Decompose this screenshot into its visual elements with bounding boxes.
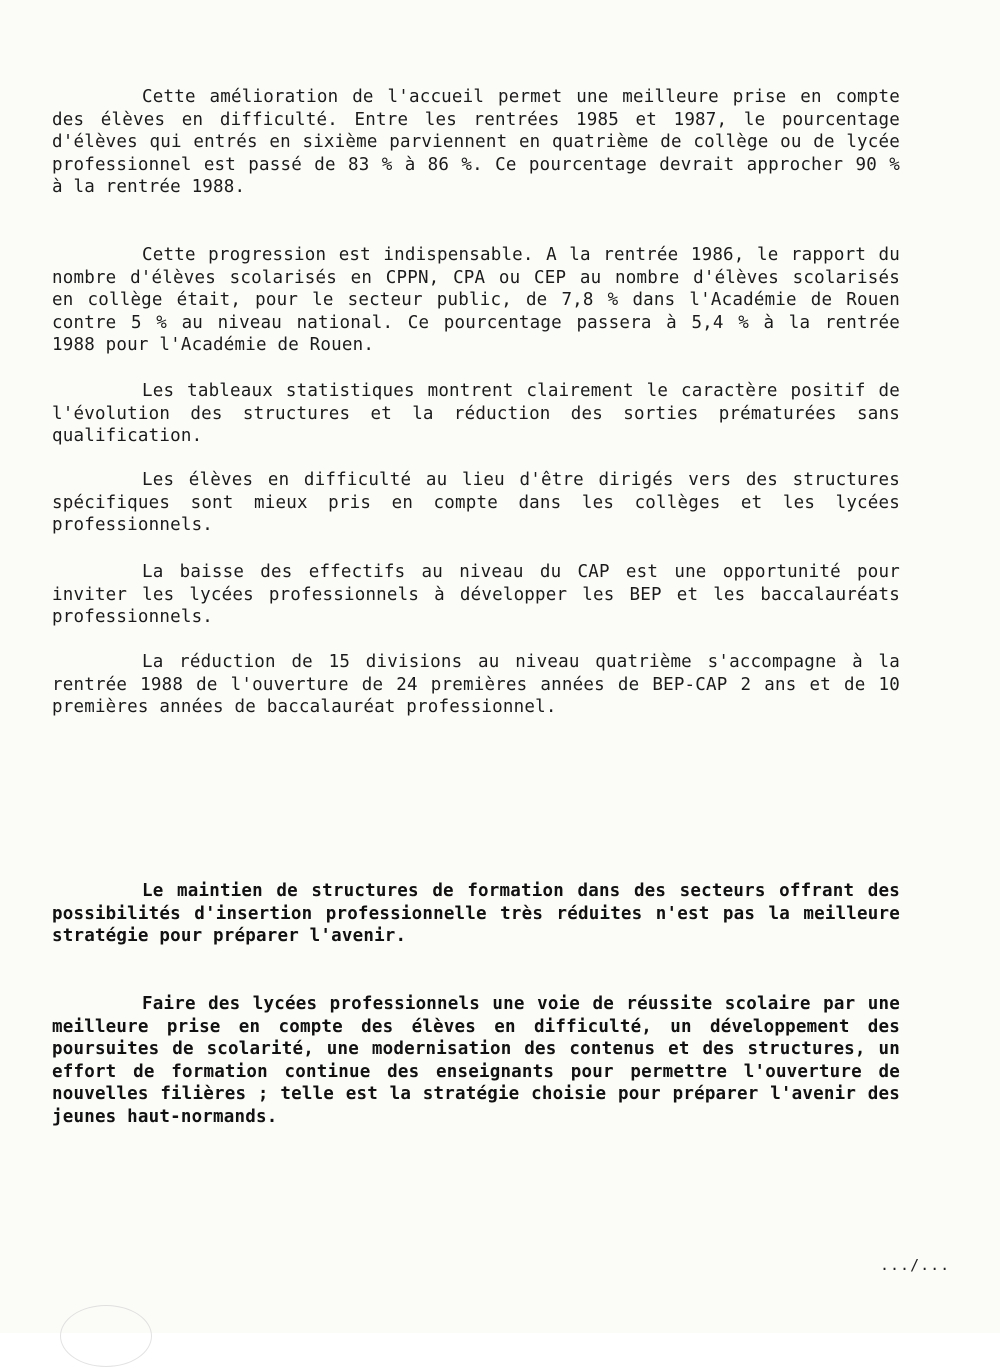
paragraph-strategie: Faire des lycées professionnels une voie de réussite scolaire par une meilleure prise en compte des élèves en difficulté, un développement des poursuites de scolarité, une modernisation des contenus et des structures, un effort de formation continue des enseignants pour permettre l'ouverture de nouvelles filières ; telle est la stratégie choisie pour préparer l'avenir des jeunes haut-normands. bbox=[52, 994, 900, 1127]
paragraph-tableaux: Les tableaux statistiques montrent clairement le caractère positif de l'évolution des structures et la réduction des sorties prématurées sans qualification. bbox=[52, 381, 900, 446]
paragraph-progression: Cette progression est indispensable. A la rentrée 1986, le rapport du nombre d'élèves scolarisés en CPPN, CPA ou CEP au nombre d'élèves scolarisés en collège était, pour le secteur public, de 7,8 % dans l'Académie de Rouen contre 5 % au niveau national. Ce pourcentage passera à 5,4 % à la rentrée 1988 pour l'Académie de Rouen. bbox=[52, 245, 900, 355]
paragraph-accueil: Cette amélioration de l'accueil permet une meilleure prise en compte des élèves en difficulté. Entre les rentrées 1985 et 1987, le pourcentage d'élèves qui entrés en sixième parviennent en quatrième de collège ou de lycée professionnel est passé de 83 % à 86 %. Ce pourcentage devrait approcher 90 % à la rentrée 1988. bbox=[52, 87, 900, 197]
paragraph-maintien-structures: Le maintien de structures de formation dans des secteurs offrant des possibilités d'insertion professionnelle très réduites n'est pas la meilleure stratégie pour préparer l'avenir. bbox=[52, 881, 900, 946]
paragraph-reduction-divisions: La réduction de 15 divisions au niveau quatrième s'accompagne à la rentrée 1988 de l'ouverture de 24 premières années de BEP-CAP 2 ans et de 10 premières années de baccalauréat professionnel. bbox=[52, 652, 900, 717]
paragraph-eleves-difficulte: Les élèves en difficulté au lieu d'être dirigés vers des structures spécifiques sont mieux pris en compte dans les collèges et les lycées professionnels. bbox=[52, 470, 900, 535]
continuation-mark: .../... bbox=[880, 1256, 951, 1274]
archive-stamp-icon bbox=[60, 1305, 152, 1367]
paragraph-baisse-cap: La baisse des effectifs au niveau du CAP est une opportunité pour inviter les lycées professionnels à développer les BEP et les baccalauréats professionnels. bbox=[52, 562, 900, 627]
